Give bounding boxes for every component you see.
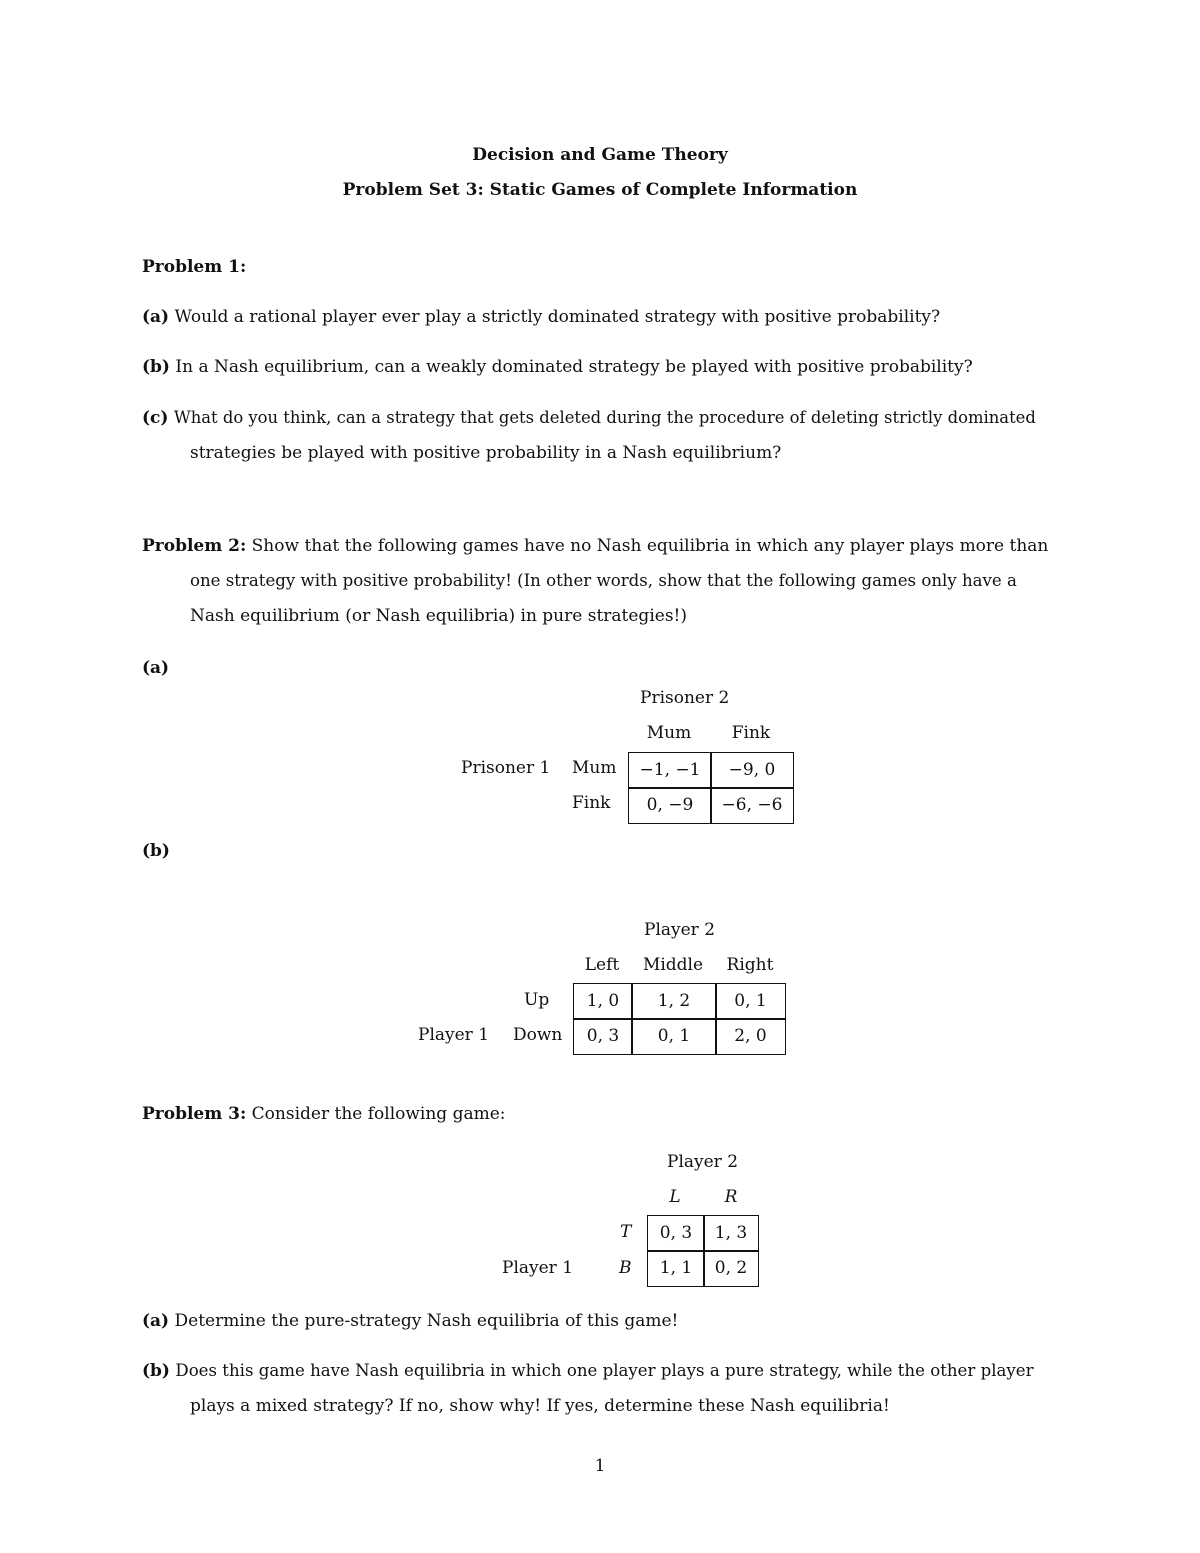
problem-2b-label: (b) <box>142 841 170 861</box>
problem-3b-label: (b) <box>142 1361 170 1381</box>
game-3-payoff-cell: 1, 3 <box>703 1215 759 1252</box>
document-title: Decision and Game Theory <box>472 145 728 165</box>
problem-1a-text: Would a rational player ever play a strictly dominated strategy with positive probability? <box>174 307 941 327</box>
game-3-col-player: Player 2 <box>667 1152 739 1172</box>
game-3-row-strategy: B <box>619 1258 632 1278</box>
game-b-col-strategy: Right <box>726 955 774 975</box>
game-b-payoff-cell: 2, 0 <box>715 1018 786 1055</box>
game-b-row-strategy: Down <box>513 1025 563 1045</box>
game-b-payoff-cell: 0, 1 <box>715 983 786 1020</box>
problem-2-heading: Problem 2: <box>142 536 247 556</box>
game-b-payoff-cell: 0, 1 <box>631 1018 717 1055</box>
game-3-row-strategy: T <box>620 1222 632 1242</box>
game-a-col-player: Prisoner 2 <box>640 688 730 708</box>
game-a-payoff-cell: 0, −9 <box>628 787 712 824</box>
game-b-payoff-cell: 1, 0 <box>573 983 633 1020</box>
problem-1c-text-line1: What do you think, can a strategy that gets deleted during the procedure of deleting strictly dominated <box>173 408 1036 427</box>
problem-3a-text: Determine the pure-strategy Nash equilibria of this game! <box>174 1311 679 1331</box>
problem-2-intro <box>142 538 1060 555</box>
problem-1c-text-line2: strategies be played with positive probability in a Nash equilibrium? <box>190 443 782 463</box>
problem-1a <box>142 309 1060 326</box>
problem-3-text: Consider the following game: <box>251 1104 506 1124</box>
game-a-row-strategy: Fink <box>572 793 611 813</box>
problem-1a-label: (a) <box>142 307 170 327</box>
problem-2a-label: (a) <box>142 658 170 678</box>
problem-1c-label: (c) <box>142 408 169 428</box>
game-a-col-strategy: Fink <box>731 723 771 743</box>
problem-3b-text-line2: plays a mixed strategy? If no, show why! If yes, determine these Nash equilibria! <box>190 1396 890 1416</box>
problem-3b-text-line1: Does this game have Nash equilibria in which one player plays a pure strategy, while the other player <box>175 1361 1034 1380</box>
game-b-row-player: Player 1 <box>418 1025 490 1045</box>
problem-3a <box>142 1313 1060 1330</box>
game-a-col-strategy: Mum <box>646 723 692 743</box>
game-3-col-strategy: L <box>669 1187 681 1207</box>
problem-3a-label: (a) <box>142 1311 170 1331</box>
problem-1c <box>142 410 1060 427</box>
game-a-payoff-cell: −1, −1 <box>628 752 712 789</box>
game-3-payoff-cell: 0, 2 <box>703 1250 759 1287</box>
game-a-row-strategy: Mum <box>572 758 617 778</box>
problem-1b <box>142 359 1060 376</box>
problem-3b <box>142 1363 1060 1380</box>
game-b-row-strategy: Up <box>524 990 550 1010</box>
game-b-col-player: Player 2 <box>644 920 716 940</box>
game-3-row-player: Player 1 <box>502 1258 574 1278</box>
game-3-col-strategy: R <box>724 1187 738 1207</box>
game-3-payoff-cell: 0, 3 <box>647 1215 705 1252</box>
problem-2-text-line2: one strategy with positive probability! (In other words, show that the following games only have a <box>190 571 1017 590</box>
game-b-payoff-cell: 1, 2 <box>631 983 717 1020</box>
problem-2-text-line3: Nash equilibrium (or Nash equilibria) in pure strategies!) <box>190 606 688 626</box>
problem-2-text-line1: Show that the following games have no Nash equilibria in which any player plays more than <box>251 536 1049 556</box>
game-a-payoff-cell: −6, −6 <box>710 787 794 824</box>
game-a-row-player: Prisoner 1 <box>461 758 551 778</box>
game-3-payoff-cell: 1, 1 <box>647 1250 705 1287</box>
problem-1b-text: In a Nash equilibrium, can a weakly dominated strategy be played with positive probability? <box>175 357 973 377</box>
game-a-payoff-cell: −9, 0 <box>710 752 794 789</box>
problem-3-heading: Problem 3: <box>142 1104 247 1124</box>
game-b-col-strategy: Middle <box>642 955 704 975</box>
document-subtitle: Problem Set 3: Static Games of Complete Information <box>342 180 858 200</box>
problem-3-intro <box>142 1106 1060 1123</box>
page-number: 1 <box>594 1456 606 1476</box>
game-b-payoff-cell: 0, 3 <box>573 1018 633 1055</box>
game-b-col-strategy: Left <box>584 955 620 975</box>
problem-1b-label: (b) <box>142 357 170 377</box>
problem-1-heading: Problem 1: <box>142 257 247 277</box>
